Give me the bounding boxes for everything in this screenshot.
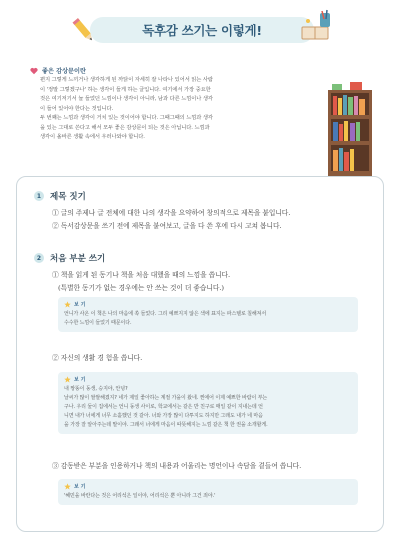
step-title: 처음 부분 쓰기 (50, 254, 106, 264)
intro-line: 것은 여기저기서 늘 들었던 느낌이나 생각이 아니라, 남과 다른 느낌이나 생각 (40, 96, 213, 102)
example-label-text: 보 기 (74, 484, 86, 490)
example-line: 내 짱뚱이 동생, 승지야, 안녕? (64, 386, 128, 392)
step-line: ① 글의 주제나 글 전체에 대한 나의 생각을 요약하여 창의적으로 제목을 붙입니다. (52, 209, 291, 217)
example-label (64, 483, 352, 490)
step-line-note: (특별한 동기가 없는 경우에는 안 쓰는 것이 더 좋습니다.) (58, 284, 224, 292)
step-number: 1 (34, 191, 44, 201)
example-label-text: 보 기 (74, 302, 86, 308)
example-label (64, 301, 352, 308)
intro-heading (30, 66, 86, 75)
intro-line: 이 '정말 그렇겠구나' 하는 생각이 들게 하는 글입니다. 여기에서 가장 중요한 (40, 86, 211, 93)
book-and-pen-icon (300, 9, 334, 45)
star-icon (64, 301, 71, 308)
intro-line: 이 들어 있어야 한다는 것입니다. (40, 105, 114, 112)
intro-line: 생각이 올바른 생활 속에서 우러나와야 합니다. (40, 134, 145, 140)
step-2-heading (34, 252, 105, 264)
example-line: 날씨가 많이 쌀쌀해졌지? 네가 제일 좋아하는 계절 가을이 왔네. 찐에어 이제 예쁘한 바람이 부는 (64, 395, 268, 401)
step-line: ② 독서감상문을 쓰기 전에 제목을 붙여보고, 글을 다 쓴 후에 다시 고쳐 봅니다. (52, 222, 282, 230)
step-line: ② 자신의 생활 경 험을 씁니다. (52, 354, 143, 362)
page-title: 독후감 쓰기는 이렇게! (142, 23, 262, 38)
step-1-heading (34, 190, 86, 202)
star-icon (64, 483, 71, 490)
example-line: 구나. 우리 둘이 집에서는 언니 동생 사이로, 학교에서는 같은 반 친구로 매일 같이 지내는데 언 (64, 404, 263, 410)
example-label-text: 보 기 (74, 377, 86, 383)
example-box (58, 372, 358, 434)
step-line: ① 책을 읽게 된 동기나 책을 처음 대했을 때의 느낌을 씁니다. (52, 271, 231, 279)
example-line: '혜민을 바란다는 것은 어리석은 일이야, 어리석은 뿐 아니라 그건 죄야.' (64, 493, 216, 499)
step-line: ③ 감동받은 부분을 인용하거나 책의 내용과 어울리는 명언이나 속담을 곁들여 씁니다. (52, 462, 302, 470)
intro-line: 편지 그렇게 느끼거나 생각하게 된 까닭이 자세히 잘 나타나 있어서 읽는 사람 (40, 77, 213, 83)
intro-paragraph (40, 76, 306, 143)
star-icon (64, 376, 71, 383)
intro-heading-text: 좋은 감상문이란 (42, 68, 86, 75)
example-box (58, 297, 358, 332)
heart-icon (30, 67, 38, 75)
example-box (58, 479, 358, 505)
intro-line: 을 있는 그대로 쓴다고 해서 모두 좋은 감상문이 되는 것은 아닙니다. 느낌과 (40, 124, 210, 131)
example-line: 을 가장 잘 알아주는데 말이야. 그래서 너에게 마음이 따뜻해지는 느낌 같은 책 한 권을 소개할게. (64, 422, 268, 428)
bookshelf-illustration (320, 80, 380, 180)
example-label (64, 376, 352, 383)
step-number: 2 (34, 253, 44, 263)
intro-line: 두 번째는 느낌과 생각이 거치 있는 것이어야 합니다. 그때그때의 느낌과 생각 (40, 115, 213, 121)
example-line: 니면 내가 너에게 너무 소홀했던 것 같아. 너와 가장 많이 다투지도 하지만 그래도 내가 네 마음 (64, 413, 263, 419)
example-line: 언니가 사온 이 책은 나의 마음에 쏙 들었다. 그리 예쁘지지 않은 색에 표지는 파스텔로 칠해져서 (64, 311, 267, 317)
step-title: 제목 짓기 (50, 192, 86, 202)
example-line: 수수한 느낌이 들었기 때문이다. (64, 320, 132, 326)
title-banner (90, 17, 314, 43)
